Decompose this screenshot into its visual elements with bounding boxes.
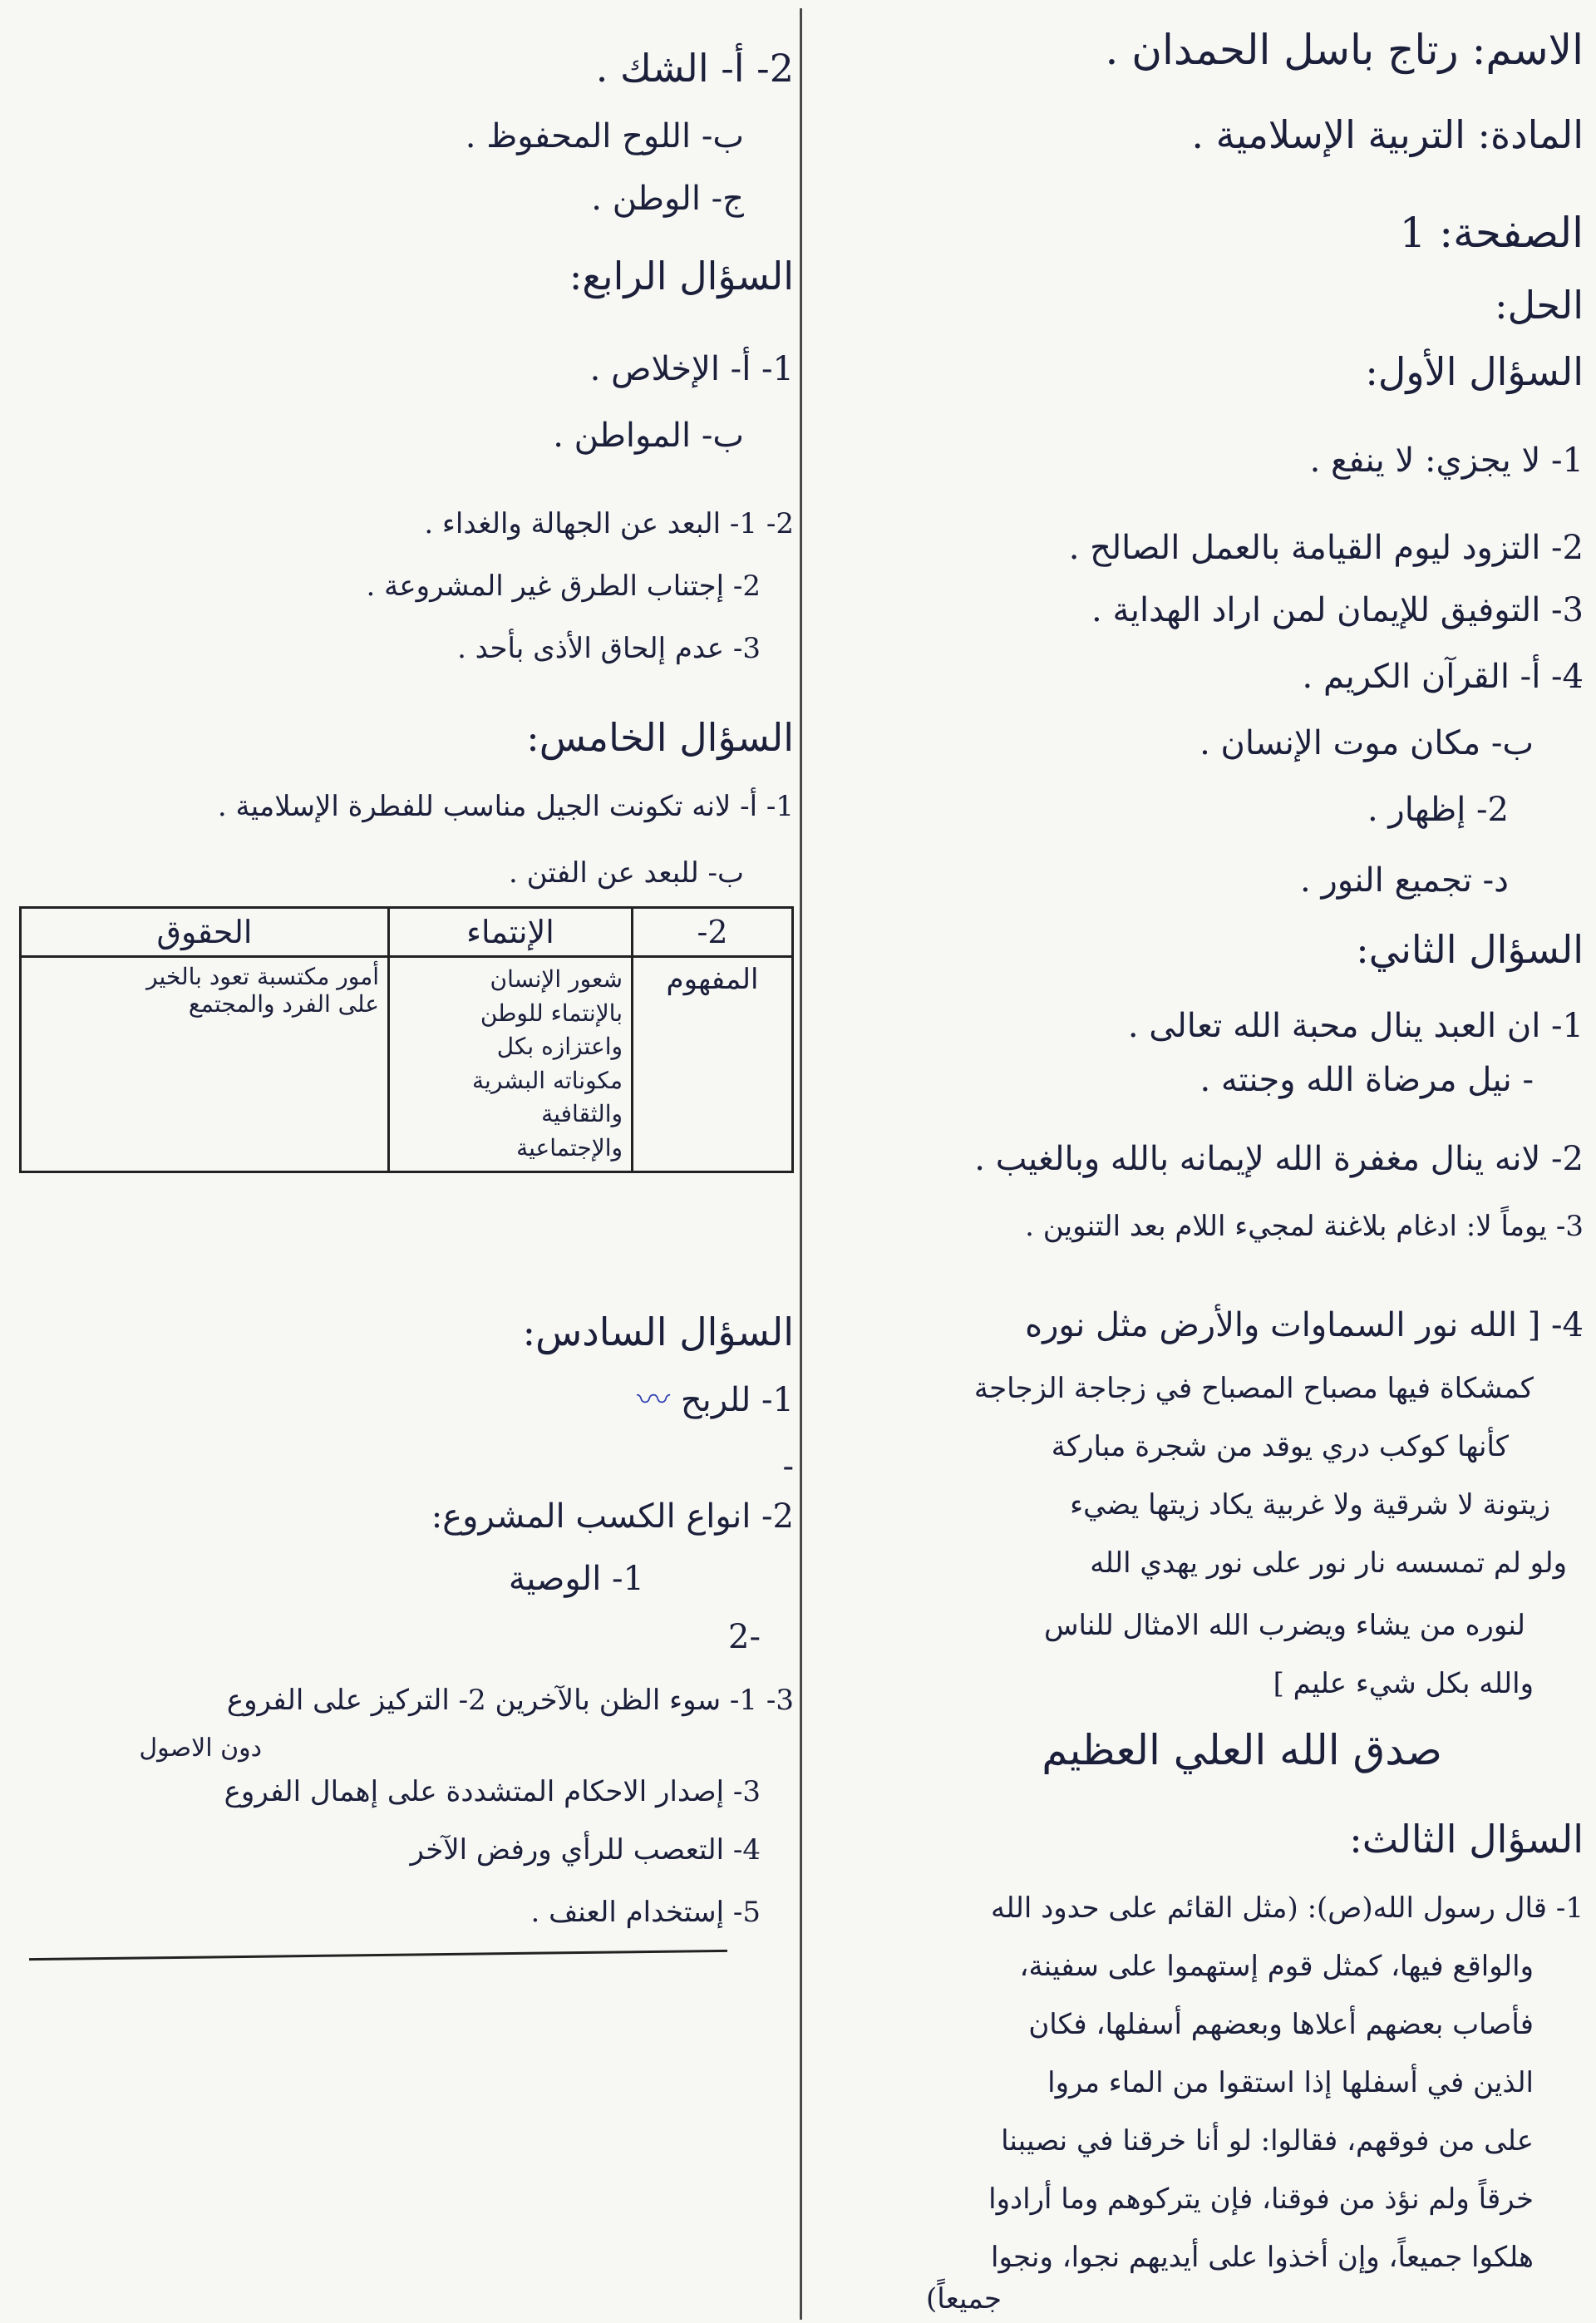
q4-item: 2- إجتناب الطرق غير المشروعة .: [366, 570, 761, 603]
scribble-mark: 〰: [637, 1381, 671, 1419]
table-concept-line: والإجتماعية: [516, 1133, 623, 1162]
table-concept-line: شعور الإنسان: [490, 965, 623, 993]
hadith-line: خرقاً ولم نؤذ من فوقنا، فإن يتركوهم وما أرادوا: [988, 2182, 1534, 2216]
q1-item: ب- مكان موت الإنسان .: [1199, 724, 1534, 762]
verse-line: كمشكاة فيها مصباح المصباح في زجاجة الزجاجة: [973, 1372, 1534, 1405]
q6-item: 5- إستخدام العنف .: [530, 1896, 761, 1929]
table-num-cell: 2-: [633, 908, 793, 957]
q6-item: -: [782, 1448, 794, 1486]
q4-title: السؤال الرابع:: [569, 254, 794, 298]
page-number: الصفحة: 1: [1399, 209, 1584, 257]
q2-item: 2- لانه ينال مغفرة الله لإيمانه بالله وبالغيب .: [974, 1140, 1584, 1178]
q3-item: ب- اللوح المحفوظ .: [465, 117, 744, 155]
q3-item: 2- أ- الشك .: [595, 46, 794, 91]
subject-line: المادة: التربية الإسلامية .: [1191, 112, 1584, 157]
verse-line: كأنها كوكب دري يوقد من شجرة مباركة: [1051, 1430, 1509, 1463]
verse-line: والله بكل شيء عليم ]: [1273, 1667, 1534, 1700]
q6-item: 3- إصدار الاحكام المتشددة على إهمال الفروع: [224, 1775, 761, 1808]
q1-item: 2- التزود ليوم القيامة بالعمل الصالح .: [1068, 529, 1584, 567]
q4-item: ب- المواطن .: [553, 417, 744, 455]
table-rights-line: على الفرد والمجتمع: [188, 990, 379, 1018]
verse-line: ولو لم تمسسه نار نور على نور يهدي الله: [1090, 1546, 1567, 1580]
q6-item: 2- انواع الكسب المشروع:: [431, 1497, 794, 1536]
q6-item: دون الاصول: [139, 1734, 262, 1763]
q3-title: السؤال الثالث:: [1349, 1817, 1584, 1862]
q5-item: ب- للبعد عن الفتن .: [509, 856, 744, 890]
closing-phrase: صدق الله العلي العظيم: [1042, 1726, 1442, 1774]
verse-line: زيتونة لا شرقية ولا غربية يكاد زيتها يضيء: [1070, 1488, 1550, 1522]
student-name: الاسم: رتاج باسل الحمدان .: [1105, 26, 1584, 74]
hadith-line: فأصاب بعضهم أعلاها وبعضهم أسفلها، فكان: [1028, 2008, 1534, 2041]
table-rights-line: أمور مكتسبة تعود بالخير: [146, 963, 379, 990]
hadith-line: هلكوا جميعاً، وإن أخذوا على أيديهم نجوا، ونجوا: [991, 2241, 1534, 2274]
q3-item: ج- الوطن .: [591, 180, 744, 218]
q2-item: 3- يوماً لا: ادغام بلاغنة لمجيء اللام بعد التنوين .: [1025, 1210, 1584, 1243]
q6-item: [637, 1380, 794, 1420]
q1-item: 3- التوفيق للإيمان لمن اراد الهداية .: [1091, 591, 1584, 629]
q1-item: 4- أ- القرآن الكريم .: [1302, 658, 1584, 696]
hadith-line: 1- قال رسول الله(ص): (مثل القائم على حدود الله: [991, 1891, 1584, 1925]
q2-item: - نيل مرضاة الله وجنته .: [1199, 1061, 1534, 1099]
table-header-concept: الإنتماء: [389, 908, 633, 957]
table-rights-cell: [21, 957, 389, 1172]
table-concept-line: مكوناته البشرية: [472, 1066, 623, 1094]
hadith-line: جميعاً): [926, 2282, 1002, 2316]
q1-item: د- تجميع النور .: [1300, 861, 1509, 900]
table-concept-line: واعتزازه بكل: [496, 1033, 623, 1061]
table-header-rights: الحقوق: [21, 908, 389, 957]
q2-item: 1- ان العبد ينال محبة الله تعالى .: [1127, 1007, 1584, 1045]
q4-item: 3- عدم إلحاق الأذى بأحد .: [457, 632, 761, 665]
q6-item: -2: [728, 1618, 761, 1656]
left-bottom-line: [29, 1950, 727, 1960]
q1-title: السؤال الأول:: [1365, 349, 1584, 394]
q5-item: 1- أ- لانه تكونت الجيل مناسب للفطرة الإسلامية .: [217, 790, 794, 823]
hadith-line: على من فوقهم، فقالوا: لو أنا خرقنا في نصيبنا: [1001, 2124, 1534, 2158]
q2-item: 4- [ الله نور السماوات والأرض مثل نوره: [1025, 1306, 1584, 1344]
q6-item: 3- 1- سوء الظن بالآخرين 2- التركيز على الفروع: [226, 1684, 794, 1717]
table-row-label: المفهوم: [633, 957, 793, 1172]
q4-item: 2- 1- البعد عن الجهالة والغداء .: [424, 507, 794, 540]
q6-item: 1- الوصية: [508, 1560, 644, 1598]
q6-title: السؤال السادس:: [522, 1309, 794, 1354]
table-concept-line: بالإنتماء للوطن: [480, 999, 623, 1027]
table-concept-line: والثقافية: [541, 1100, 623, 1128]
verse-line: لنوره من يشاء ويضرب الله الامثال للناس: [1043, 1609, 1525, 1642]
q5-title: السؤال الخامس:: [526, 715, 794, 760]
q2-title: السؤال الثاني:: [1356, 927, 1584, 972]
hadith-line: والواقع فيها، كمثل قوم إستهموا على سفينة،: [1019, 1950, 1534, 1983]
concept-table: [19, 906, 794, 1173]
solution-label: الحل:: [1495, 283, 1584, 328]
table-concept-cell: [389, 957, 633, 1172]
q1-item: 2- إظهار .: [1367, 791, 1509, 829]
hadith-line: الذين في أسفلها إذا استقوا من الماء مروا: [1047, 2066, 1534, 2099]
q1-item: 1- لا يجزي: لا ينفع .: [1309, 441, 1584, 480]
column-divider: [800, 8, 802, 2320]
q6-item-text: 1- للربح: [680, 1381, 794, 1419]
q4-item: 1- أ- الإخلاص .: [589, 350, 794, 388]
q6-item: 4- التعصب للرأي ورفض الآخر: [410, 1833, 761, 1867]
